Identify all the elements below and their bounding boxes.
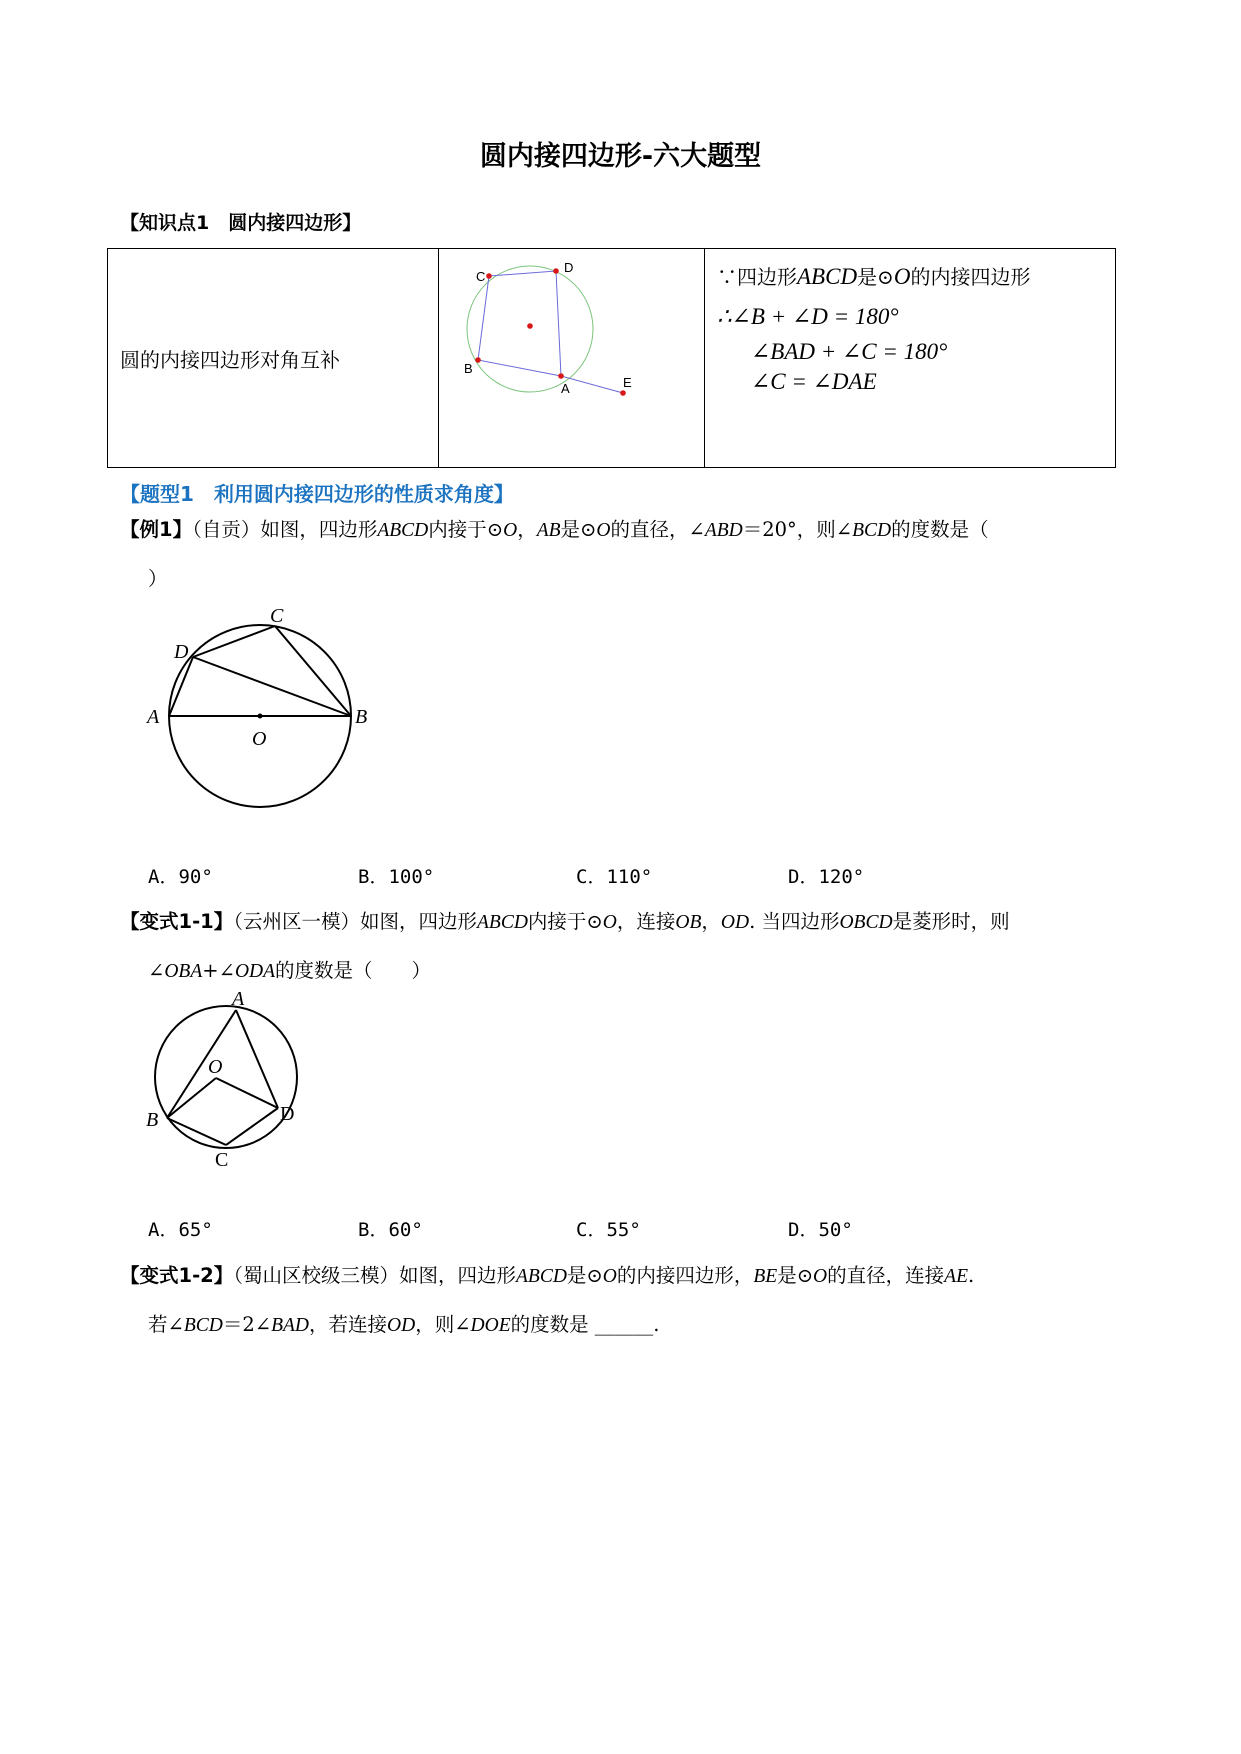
label-b: B — [464, 361, 473, 376]
label-a: A — [232, 990, 245, 1010]
label-c: C — [476, 269, 486, 284]
point-a — [558, 373, 564, 379]
property-text: 圆的内接四边形对角互补 — [120, 348, 340, 372]
label-e: E — [623, 375, 632, 390]
option-d[interactable]: D．50° — [788, 1219, 853, 1241]
label-d: D — [174, 641, 189, 663]
option-a[interactable]: A．65° — [148, 1219, 213, 1241]
label-o: O — [252, 728, 267, 750]
point-e — [620, 390, 626, 396]
label-a: A — [147, 706, 160, 728]
label-c: C — [215, 1149, 229, 1170]
example1-question: 【例1】（自贡）如图，四边形ABCD内接于⊙O，AB是⊙O的直径，∠ABD＝20°，则∠BCD的度数是（ ） — [120, 518, 989, 590]
point-d — [553, 268, 559, 274]
point-center — [527, 323, 533, 329]
property-cell — [108, 249, 439, 468]
point-b — [475, 357, 481, 363]
knowledge-point-heading: 【知识点1 圆内接四边形】 — [120, 212, 362, 234]
label-b: B — [355, 706, 368, 728]
figure-cell — [439, 249, 705, 468]
page-title: 圆内接四边形-六大题型 — [479, 141, 762, 172]
proof-text: ∵四边形ABCD是⊙O的内接四边形 ∴∠B + ∠D = 180° ∠BAD + ∠C = 180° ∠C = ∠DAE — [717, 264, 1031, 394]
option-a[interactable]: A．90° — [148, 866, 213, 888]
label-d: D — [564, 260, 574, 275]
label-a: A — [561, 381, 570, 396]
example1-figure — [140, 600, 380, 820]
option-b[interactable]: B．100° — [358, 866, 435, 888]
option-c[interactable]: C．55° — [576, 1219, 641, 1241]
option-d[interactable]: D．120° — [788, 866, 865, 888]
option-b[interactable]: B．60° — [358, 1219, 423, 1241]
variant1-1-figure — [140, 990, 320, 1170]
point-c — [486, 273, 492, 279]
cyclic-quad-figure — [439, 249, 704, 449]
option-c[interactable]: C．110° — [576, 866, 653, 888]
variant1-1-question: 【变式1-1】（云州区一模）如图，四边形ABCD内接于⊙O，连接OB，OD. 当四边形OBCD是菱形时，则 ∠OBA+∠ODA的度数是（ ） — [120, 910, 1010, 982]
label-b: B — [146, 1109, 159, 1131]
knowledge-point-table — [107, 248, 1116, 468]
variant1-2-question: 【变式1-2】（蜀山区校级三模）如图，四边形ABCD是⊙O的内接四边形，BE是⊙O的直径，连接AE. 若∠BCD＝2∠BAD，若连接OD，则∠DOE的度数是 ______. — [120, 1264, 975, 1336]
label-d: D — [280, 1103, 295, 1125]
proof-cell — [705, 249, 1116, 468]
label-c: C — [270, 605, 284, 627]
label-o: O — [208, 1056, 223, 1078]
topic1-heading: 【题型1 利用圆内接四边形的性质求角度】 — [120, 482, 514, 506]
